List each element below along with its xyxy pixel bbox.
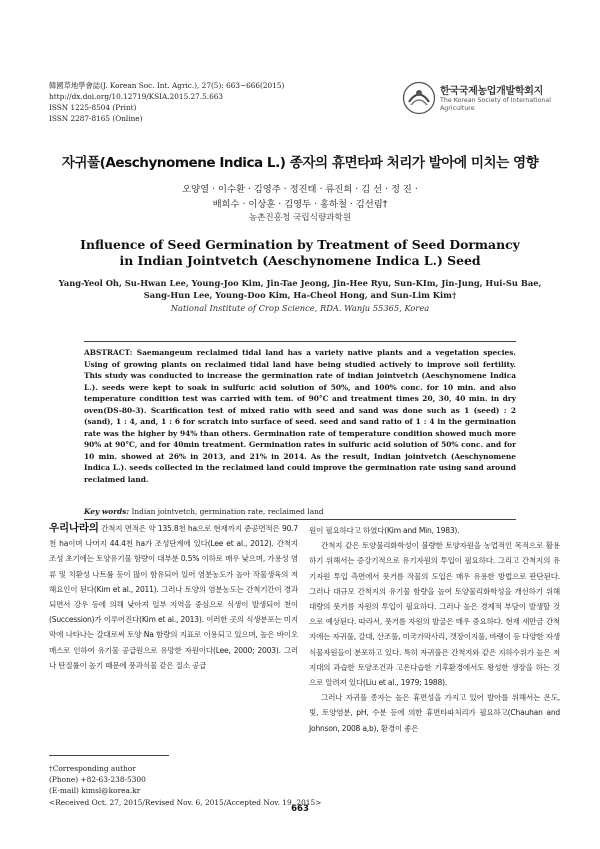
abstract-top-rule [84,341,516,342]
journal-header-info [49,80,379,124]
issn-online: ISSN 2287-8165 (Online) [49,114,143,123]
author-phone: (Phone) +82-63-238-5300 [49,775,146,785]
keywords-label: Key words: [84,507,130,516]
footnote-rule [49,755,169,756]
authors-english-line-2: Sang-Hun Lee, Young-Doo Kim, Ha-Cheol Hong, and Sun-Lim Kim† [143,290,457,300]
body-column-left [49,521,298,673]
corresponding-author: †Corresponding author [49,764,136,773]
body-paragraph: 간척지 같은 토양불리화학성이 불량한 토양자원을 농업적인 목적으로 활용하기 위해서는 증강기적으로 유기자원의 투입이 필요하다. 그리고 간척지의 유기자원 투입 측면에서 풋거름 작물의 도입은 매우 유용한 방법으로 판단된다. 그러나 대규모 간척지의 유기물 함량을 높여 토양물리화학성을 개선하기 위해 대량의 풋거름 자원의 투입이 필요하다. 그러나 높은 경제적 부담이 발생할 것으로 예상된다. 따라서, 풋거름 자원의 발굴은 매우 중요하다. 현재 새만금 간척지에는 자귀풀, 갈대, 산조풀, 미국가막사리, 갯장이지풀, 바랭이 등 다양한 자생식물자원들이 분포하고 있다. 특히 자귀풀은 간척지와 같은 지하수위가 높은 저지대의 과습한 토양조건과 고온다습한 기후환경에서도 왕성한 생장을 하는 것으로 알려져 있다(Liu et al., 1979; 1988). [309,541,560,688]
body-paragraph: 그러나 자귀풀 종자는 높은 휴면성을 가지고 있어 발아를 위해서는 온도, 빛, 토양염분, pH, 수분 등에 의한 휴면타파처리가 필요하고(Chauhan and Johnson, 2008 a,b), 환경이 좋은 [309,693,560,733]
body-column-right [309,523,560,736]
author-email[interactable]: (E-mail) kimsl@korea.kr [49,786,141,796]
society-name-en: The Korean Society of International Agriculture [440,97,551,112]
page-number: 663 [291,804,309,814]
authors-english-line-1: Yang-Yeol Oh, Su-Hwan Lee, Young-Joo Kim, Jin-Tae Jeong, Jin-Hee Ryu, Sun-KIm, Jin-Jung, Hui-Su Bae, [58,278,542,288]
affiliation-english: National Institute of Crop Science, RDA. Wanju 55365, Korea [170,303,430,313]
society-name-kr: 한국국제농업개발학회지 [440,86,543,97]
lead-word: 우리나라의 [49,522,99,534]
doi-link[interactable]: http://dx.doi.org/10.12719/KSIA.2015.27.5.663 [49,92,224,101]
abstract-bottom-rule [84,519,516,520]
abstract-text: Saemangeum reclaimed tidal land has a variety native plants and a vegetation species. Using of growing plants on reclaimed tidal land have being studied actively to improve soil fertility. This study was conducted to increase the germination rate of indian jointvetch (Aeschynomene Indica L.). seeds were kept to soak in sulfuric acid solution of 50%, and 100% conc. for 10 min. and also temperature condition test was carried with tem. of 90°C and treatment times 20, 30, 40 min. in dry oven(DS-80-3). Scarification test of mixed ratio with seed and sand was done such as 1 (seed) : 2 (sand), 1 : 4, and, 1 : 6 for scratch into surface of seed. seed and sand ratio of 1 : 4 in the germination rate was the higher by 94% than others. Germination rate of temperature condition showed much more 90% at 90°C, and for 40min treatment. Germination rates in sulfuric acid solution of 50% conc. and for 10 min. showed at 26% in 2013, and 21% in 2014. As the result, Indian jointvetch (Aeschynomene Indica L.). seeds collected in the reclaimed land could improve the germination rate using sand around reclaimed land. [84,348,516,485]
footnote [49,763,322,808]
abstract [84,347,516,486]
authors-korean-line-2: 배희수 · 이상훈 · 김영두 · 홍하철 · 김선림† [212,199,388,210]
issn-print: ISSN 1225-8504 (Print) [49,103,137,112]
keywords-text: Indian jointvetch, germination rate, reclaimed land [131,507,324,516]
abstract-label: ABSTRACT: [84,348,133,357]
authors-korean-line-1: 오양열 · 이수환 · 김영주 · 정진태 · 류진희 · 김 선 · 정 진 · [182,184,418,195]
authors-korean [70,182,530,212]
affiliation-korean: 농촌진흥청 국립식량과학원 [248,213,352,223]
title-english-line-2: in Indian Jointvetch (Aeschynomene Indica L.) Seed [119,253,481,268]
title-korean: 자귀풀(Aeschynomene Indica L.) 종자의 휴면타파 처리가 발아에 미치는 영향 [61,155,539,171]
title-english-line-1: Influence of Seed Germination by Treatment of Seed Dormancy [80,237,520,252]
authors-english [45,277,555,301]
keywords [84,507,516,516]
body-paragraph-continued: 원이 필요하다고 하였다(Kim and Min, 1983). [309,526,460,535]
received-dates: <Received Oct. 27, 2015/Revised Nov. 6, 2015/Accepted Nov. 19, 2015> [49,797,322,807]
title-english [60,237,540,269]
society-logo-icon [402,81,436,115]
society-logo-block [402,79,562,119]
body-paragraph-text: 간척지 면적은 약 135.8천 ha으로 현재까지 준공면적은 90.7천 ha이며 나머지 44.4천 ha가 조성단계에 있다(Lee et al., 2012). 간척지 조성 초기에는 토양유기물 함량이 대부분 0.5% 이하로 매우 낮으며, 가용성 염류 및 치환성 나트륨 등이 많이 함유되어 있어 염분농도가 높아 작물생육의 저해요인이 된다(Kim et al., 2011). 그러나 토양의 염분농도는 간척기간이 경과되면서 강우 등에 의해 낮아져 일부 지역을 중심으로 식생이 발생되어 천이(Succession)가 이루어진다(Kim et al., 2013). 이러한 곳의 식생분포는 미지막에 나타나는 갈대로써 토양 Na 함량의 지표로 이용되고 있으며, 높은 바이오매스로 인하여 유기물 공급원으로 유망한 자원이다(Lee, 2000; 2003). 그러나 탄질률이 높기 때문에 풍과식물 같은 질소 공급 [49,524,298,670]
journal-citation: 韓國草地學會誌(J. Korean Soc. Int. Agric.), 27(5): 663~666(2015) [49,81,285,90]
body-paragraph [49,521,298,673]
